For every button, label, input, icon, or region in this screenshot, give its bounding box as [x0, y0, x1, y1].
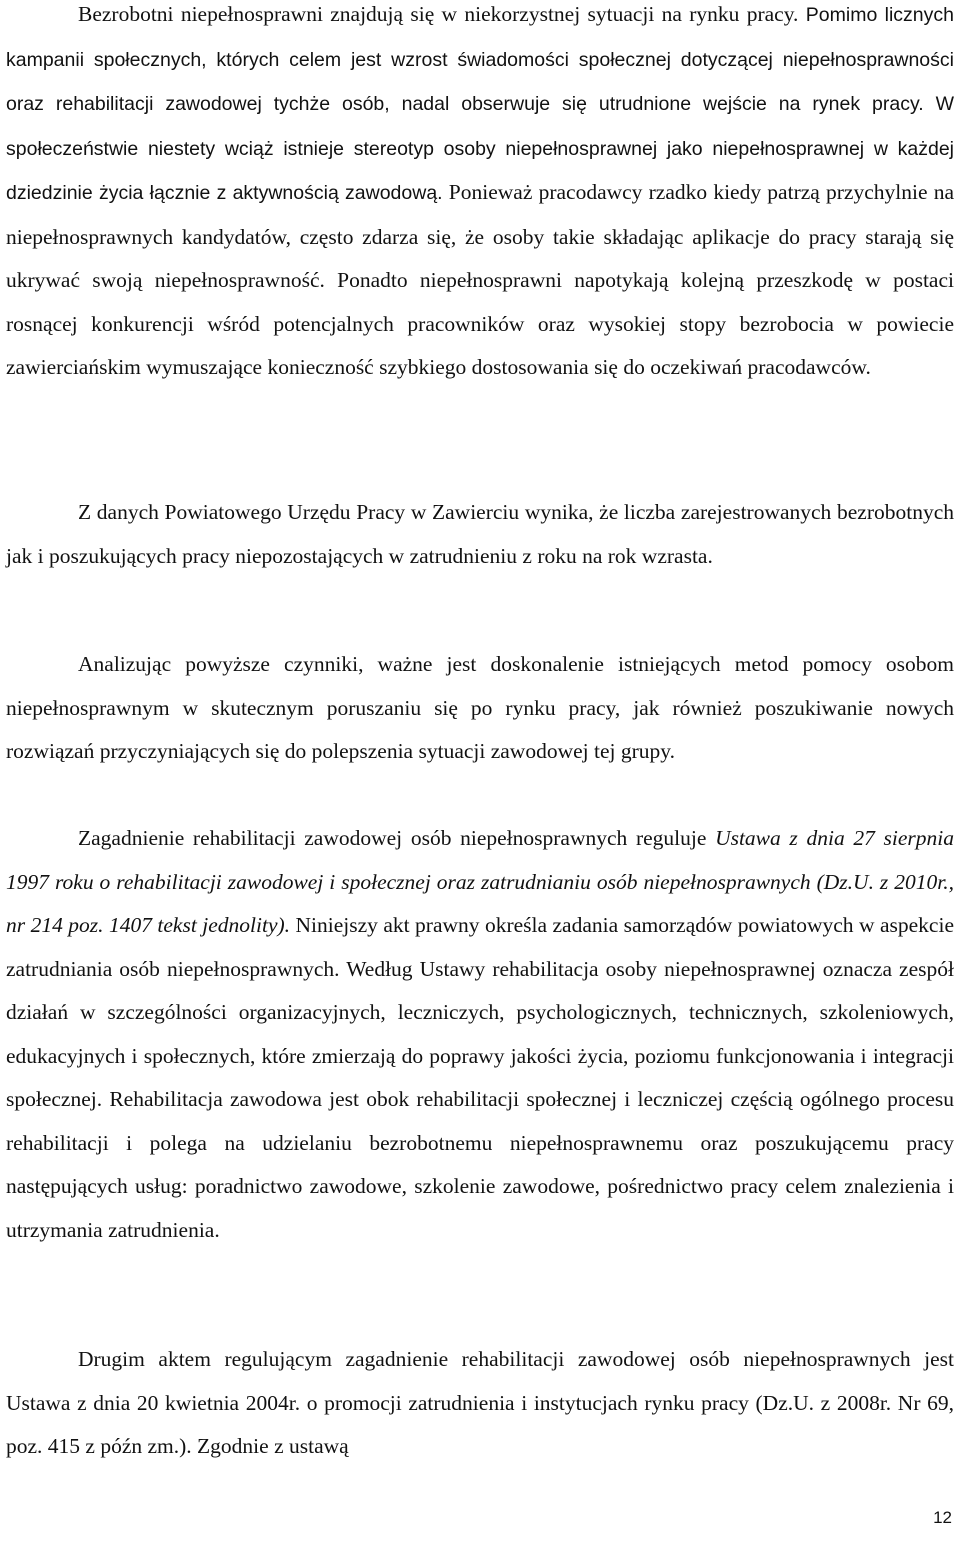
- paragraph-rehabilitation-act: [6, 817, 954, 1252]
- paragraph-second-act: Drugim aktem regulującym zagadnienie rehabilitacji zawodowej osób niepełnosprawnych jest Ustawa z dnia 20 kwietnia 2004r. o promocji zatrudnienia i instytucjach rynku pracy (Dz.U. z 2008r. Nr 69, poz. 415 z późn zm.). Zgodnie z ustawą: [6, 1347, 954, 1458]
- paragraph-labor-market-situation: [6, 0, 954, 390]
- paragraph-pup-data: Z danych Powiatowego Urzędu Pracy w Zawierciu wynika, że liczba zarejestrowanych bezrobotnych jak i poszukujących pracy niepozostających w zatrudnieniu z roku na rok wzrasta.: [6, 500, 954, 568]
- paragraph-serif-segment: Ponieważ pracodawcy rzadko kiedy patrzą przychylnie na niepełnosprawnych kandydatów, często zdarza się, że osoby takie składając aplikacje do pracy starają się ukrywać swoją niepełnosprawność. Ponadto niepełnosprawni napotykają kolejną przeszkodę w postaci rosnącej konkurencji wśród potencjalnych pracowników oraz wysokiej stopy bezrobocia w powiecie zawierciańskim wymuszające konieczność szybkiego dostosowania się do oczekiwań pracodawców.: [6, 180, 954, 379]
- page-number: 12: [933, 1508, 952, 1527]
- paragraph-rest: Niniejszy akt prawny określa zadania samorządów powiatowych w aspekcie zatrudniania osób niepełnosprawnych. Według Ustawy rehabilitacja osoby niepełnosprawnej oznacza zespół działań w szczególności organizacyjnych, leczniczych, psychologicznych, technicznych, szkoleniowych, edukacyjnych i społecznych, które zmierzają do poprawy jakości życia, poziomu funkcjonowania i integracji społecznej. Rehabilitacja zawodowa jest obok rehabilitacji społecznej i leczniczej częścią ogólnego procesu rehabilitacji i polega na udzielaniu bezrobotnemu niepełnosprawnemu oraz poszukującemu pracy następujących usług: poradnictwo zawodowe, szkolenie zawodowe, pośrednictwo pracy celem znalezienia i utrzymania zatrudnienia.: [6, 913, 954, 1242]
- paragraph-sans-segment: Pomimo licznych kampanii społecznych, których celem jest wzrost świadomości społecznej dotyczącej niepełnosprawności oraz rehabilitacji zawodowej tychże osób, nadal obserwuje się utrudnione wejście na rynek pracy. W społeczeństwie niestety wciąż istnieje stereotyp osoby niepełnosprawnej jako niepełnosprawnej w każdej dziedzinie życia łącznie z aktywnością zawodową.: [6, 4, 954, 204]
- paragraph-analysis: Analizując powyższe czynniki, ważne jest doskonalenie istniejących metod pomocy osobom niepełnosprawnym w skutecznym poruszaniu się po rynku pracy, jak również poszukiwanie nowych rozwiązań przyczyniających się do polepszenia sytuacji zawodowej tej grupy.: [6, 652, 954, 763]
- paragraph-first-sentence: Bezrobotni niepełnosprawni znajdują się w niekorzystnej sytuacji na rynku pracy.: [78, 2, 799, 26]
- paragraph-intro: Zagadnienie rehabilitacji zawodowej osób niepełnosprawnych reguluje: [78, 826, 716, 850]
- act-title: Ustawa z dnia 27 sierpnia 1997 roku o rehabilitacji zawodowej i społecznej oraz zatrudnianiu osób niepełnosprawnych (Dz.U. z 2010r., nr 214 poz. 1407 tekst jednolity).: [6, 826, 954, 937]
